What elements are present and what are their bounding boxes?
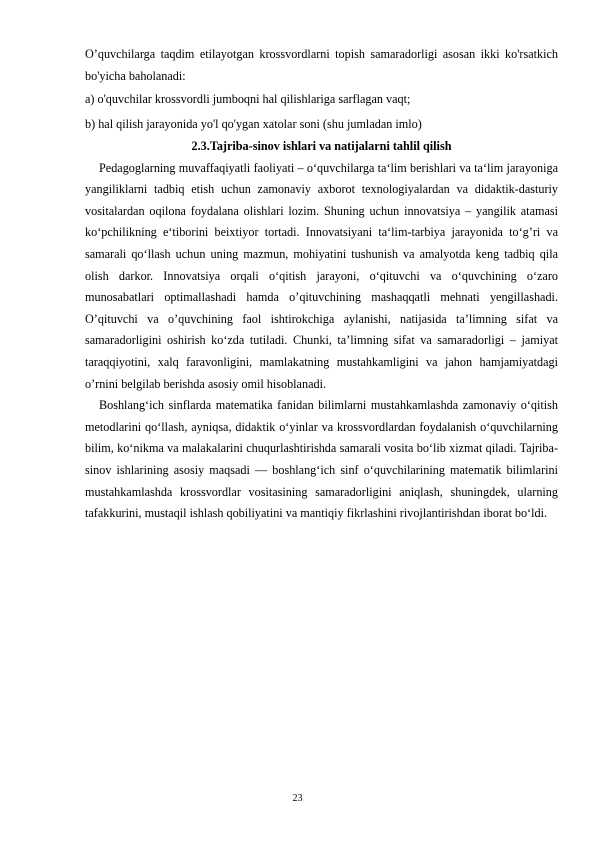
section-heading: 2.3.Tajriba-sinov ishlari va natijalarni tahlil qilish	[191, 139, 452, 153]
intro-text: O’quvchilarga taqdim etilayotgan krossvordlarni topish samaradorligi asosan ikki ko'rsatkich bo'yicha baholanadi:	[85, 47, 558, 83]
page-number: 23	[292, 793, 303, 804]
criterion-b: b) hal qilish jarayonida yo'l qo'ygan xatolar soni (shu jumladan imlo)	[85, 116, 422, 131]
paragraph-experiment-goal: Boshlang‘ich sinflarda matematika fanidan bilimlarni mustahkamlashda zamonaviy o‘qitish metodlarini qo‘llash, ayniqsa, didaktik o‘yinlar va krossvordlardan foydalanish o‘quvchilarning bilim, ko‘nikma va malakalarini chuqurlashtirishda samarali vosita bo‘lib xizmat qiladi. Tajriba-sinov ishlarining asosiy maqsadi — boshlang‘ich sinf o‘quvchilarining matematik bilimlarini mustahkamlashda krossvordlar vositasining samaradorligini aniqlash, shuningdek, ularning tafakkurini, mustaqil ishlash qobiliyatini va mantiqiy fikrlashini rivojlantirishdan iborat bo‘ldi.	[85, 398, 558, 521]
document-page	[85, 44, 558, 525]
paragraph-innovation: Pedagoglarning muvaffaqiyatli faoliyati – o‘quvchilarga ta‘lim berishlari va ta‘lim jarayoniga yangiliklarni tadbiq etish uchun zamonaviy axborot texnologiyalardan va didaktik-dasturiy vositalardan oqilona foydalana olishlari lozim. Shuning uchun innovatsiya – yangilik atamasi ko‘pchilikning e‘tiborini beixtiyor tortadi. Innovatsiyani ta‘lim-tarbiya jarayonida to‘g’ri va samarali qo‘llash uchun uning mazmun, mohiyatini tushunish va amalyotda keng tadbiq qila olish darkor. Innovatsiya orqali o‘qitish jarayoni, o‘qituvchi va o‘quvchining o‘zaro munosabatlari optimallashadi hamda o’qituvchining mashaqqatli mehnati yengillashadi. O’qituvchi va o’quvchining faol ishtirokchiga aylanishi, natijasida ta’limning sifat va samaradorligini oshirish ko‘zda tutiladi. Chunki, ta’limning sifat va samaradorligi – jamiyat taraqqiyotini, xalq faravonligini, mamlakatning mustahkamligini va jahon hamjamiyatdagi o’rnini belgilab berishda asosiy omil hisoblanadi.	[85, 160, 558, 391]
criterion-a: a) o'quvchilar krossvordli jumboqni hal qilishlariga sarflagan vaqt;	[85, 92, 411, 107]
